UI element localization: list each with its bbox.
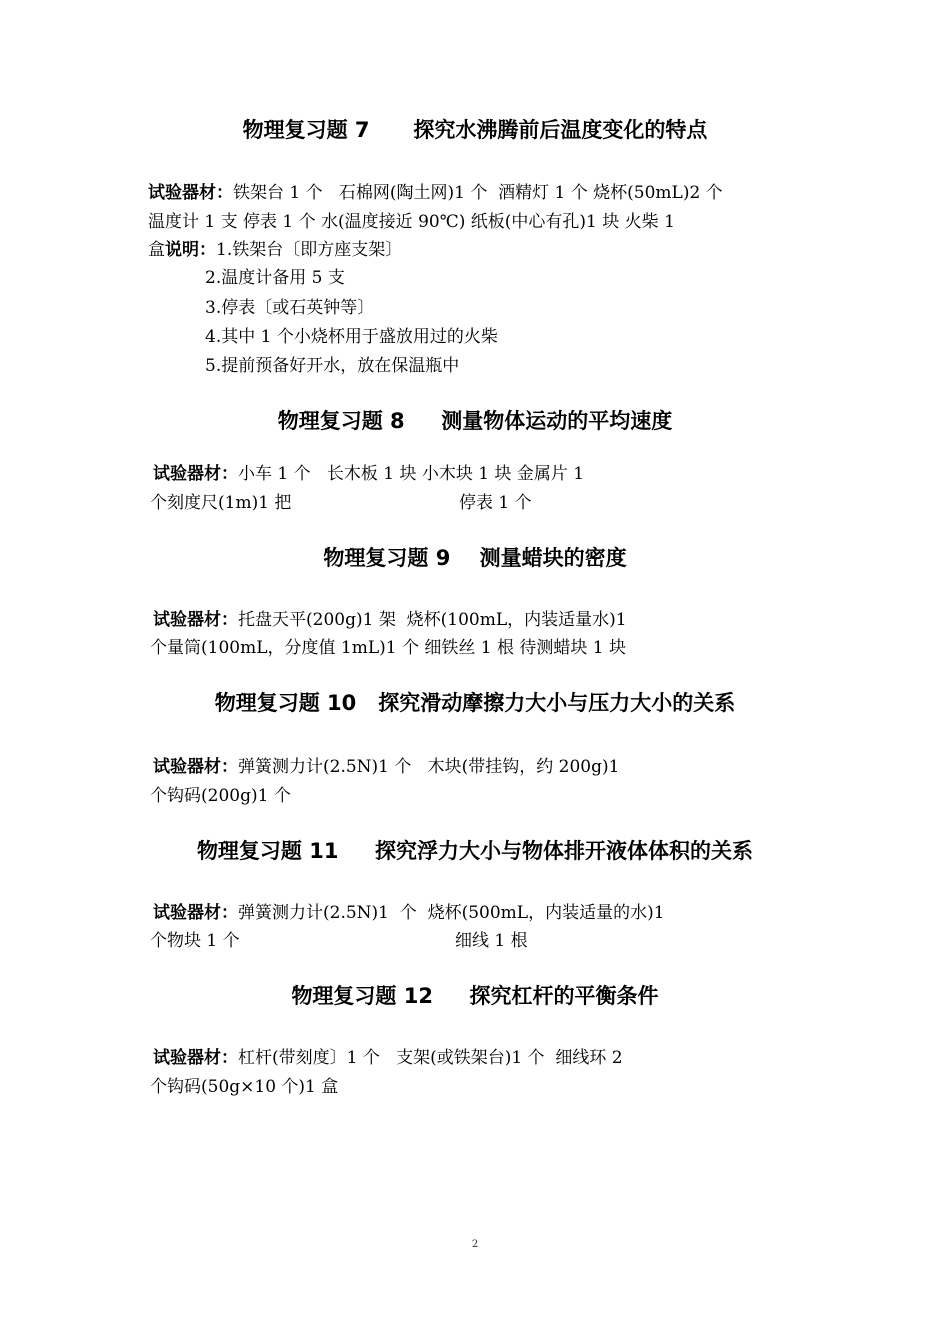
section-11-title [0, 836, 950, 866]
section-8-title-num: 物理复习题 8 [277, 409, 405, 433]
section-8-line-2a: 个刻度尺(1m)1 把 [150, 493, 292, 513]
section-11-label: 试验器材： [153, 903, 238, 923]
section-7-note-label: 说明： [165, 240, 216, 260]
section-11-line-1-text: 弹簧测力计(2.5N)1 个 烧杯(500mL，内装适量的水)1 [238, 903, 665, 923]
section-8-label: 试验器材： [153, 464, 238, 484]
page-number: 2 [471, 1239, 479, 1250]
section-9-title-num: 物理复习题 9 [323, 546, 451, 570]
section-12-title-num: 物理复习题 12 [291, 984, 433, 1008]
section-11-title-num: 物理复习题 11 [196, 839, 339, 863]
section-8-line-2b: 停表 1 个 [459, 493, 532, 513]
section-10-title-num: 物理复习题 10 [214, 691, 357, 715]
section-7-title-num: 物理复习题 7 [242, 118, 370, 142]
section-8-title-text: 测量物体运动的平均速度 [441, 409, 673, 433]
section-11-line-2a: 个物块 1 个 [150, 931, 240, 951]
section-12-title-text: 探究杠杆的平衡条件 [469, 984, 659, 1008]
section-7-title [0, 115, 950, 145]
section-7-line-1-text: 铁架台 1 个 石棉网(陶土网)1 个 酒精灯 1 个 烧杯(50mL)2 个 [233, 183, 723, 203]
section-9-title-text: 测量蜡块的密度 [479, 546, 627, 570]
section-10-title-text: 探究滑动摩擦力大小与压力大小的关系 [378, 691, 736, 715]
section-12-title [0, 981, 950, 1011]
section-10-label: 试验器材： [153, 757, 238, 777]
section-7-label: 试验器材： [148, 183, 233, 203]
section-7-line-3 [148, 238, 402, 262]
section-9-line-1 [153, 608, 627, 632]
section-12-line-1-text: 杠杆(带刻度〕1 个 支架(或铁架台)1 个 细线环 2 [238, 1048, 623, 1068]
section-12-line-2: 个钩码(50g×10 个)1 盒 [150, 1077, 339, 1097]
section-11-title-text: 探究浮力大小与物体排开液体体积的关系 [375, 839, 754, 863]
section-12-label: 试验器材： [153, 1048, 238, 1068]
section-7-note-1: 1.铁架台〔即方座支架〕 [216, 240, 403, 260]
section-7-title-text: 探究水沸腾前后温度变化的特点 [413, 118, 708, 142]
section-8-line-1 [153, 462, 584, 486]
section-10-line-2: 个钩码(200g)1 个 [150, 786, 291, 806]
section-7-note-4: 4.其中 1 个小烧杯用于盛放用过的火柴 [205, 327, 498, 347]
section-11-line-2b: 细线 1 根 [455, 931, 528, 951]
section-9-title [0, 543, 950, 573]
section-7-note-3: 3.停表〔或石英钟等〕 [205, 298, 375, 318]
section-9-label: 试验器材： [153, 610, 238, 630]
section-7-line-3-prefix: 盒 [148, 240, 165, 260]
section-10-line-1 [153, 755, 619, 779]
section-7-note-5: 5.提前预备好开水，放在保温瓶中 [205, 356, 460, 376]
section-9-line-2: 个量筒(100mL，分度值 1mL)1 个 细铁丝 1 根 待测蜡块 1 块 [150, 638, 627, 658]
section-9-line-1-text: 托盘天平(200g)1 架 烧杯(100mL，内装适量水)1 [238, 610, 627, 630]
section-7-note-2: 2.温度计备用 5 支 [205, 268, 345, 288]
section-12-line-1 [153, 1046, 623, 1070]
section-10-line-1-text: 弹簧测力计(2.5N)1 个 木块(带挂钩，约 200g)1 [238, 757, 620, 777]
section-8-line-1-text: 小车 1 个 长木板 1 块 小木块 1 块 金属片 1 [238, 464, 585, 484]
section-10-title [0, 688, 950, 718]
section-7-line-1 [148, 181, 723, 205]
section-8-title [0, 406, 950, 436]
section-7-line-2: 温度计 1 支 停表 1 个 水(温度接近 90℃) 纸板(中心有孔)1 块 火柴 1 [148, 212, 675, 232]
section-11-line-1 [153, 901, 665, 925]
